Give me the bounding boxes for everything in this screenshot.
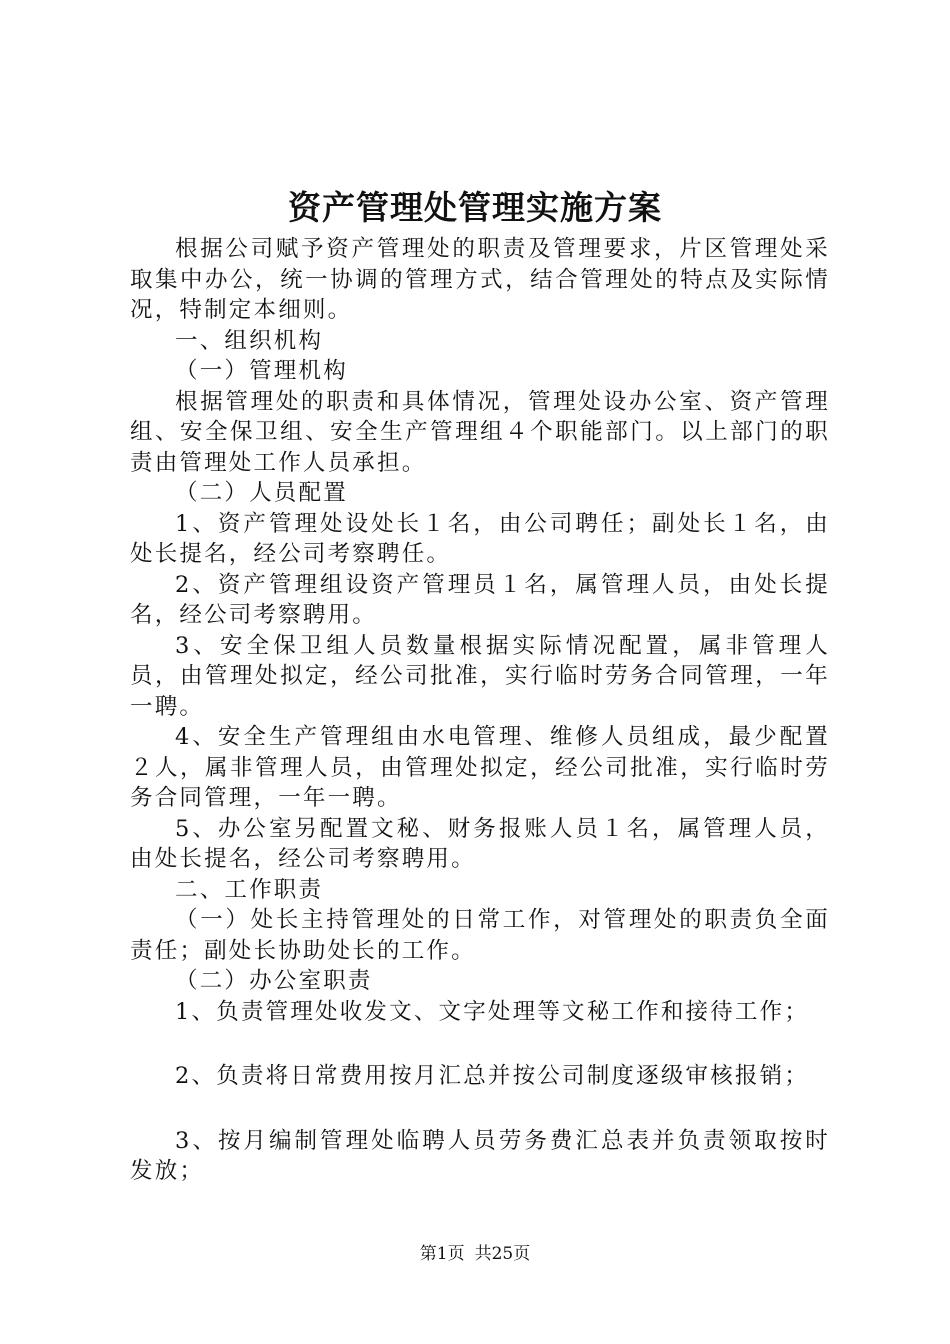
section-heading: 二、工作职责 bbox=[175, 876, 324, 903]
paragraph: （一）处长主持管理处的日常工作，对管理处的职责负全面责任；副处长协助处长的工作。 bbox=[130, 907, 830, 964]
document-title: 资产管理处管理实施方案 bbox=[288, 188, 662, 227]
subsection-heading: （二）办公室职责 bbox=[175, 968, 373, 994]
paragraph: 根据管理处的职责和具体情况，管理处设办公室、资产管理组、安全保卫组、安全生产管理组４个职能部门。以上部门的职责由管理处工作人员承担。 bbox=[130, 388, 830, 476]
list-item: 3、安全保卫组人员数量根据实际情况配置，属非管理人员，由管理处拟定，经公司批准，实行临时劳务合同管理，一年一聘。 bbox=[130, 632, 830, 720]
document-body bbox=[130, 234, 830, 1187]
page-total: 共25页 bbox=[474, 1244, 531, 1264]
list-item: 3、按月编制管理处临聘人员劳务费汇总表并负责领取按时发放； bbox=[130, 1127, 830, 1184]
list-item: 1、资产管理处设处长１名，由公司聘任；副处长１名，由处长提名，经公司考察聘任。 bbox=[130, 510, 830, 567]
list-item: 2、负责将日常费用按月汇总并按公司制度逐级审核报销； bbox=[175, 1063, 810, 1089]
page-footer bbox=[0, 1242, 950, 1266]
list-item: 5、办公室另配置文秘、财务报账人员１名，属管理人员，由处长提名，经公司考察聘用。 bbox=[130, 815, 830, 872]
subsection-heading: （二）人员配置 bbox=[175, 480, 348, 506]
list-item: 4、安全生产管理组由水电管理、维修人员组成，最少配置２人，属非管理人员，由管理处拟定，经公司批准，实行临时劳务合同管理，一年一聘。 bbox=[130, 724, 830, 811]
section-heading: 一、组织机构 bbox=[175, 327, 324, 354]
subsection-heading: （一）管理机构 bbox=[175, 358, 348, 384]
list-item: 1、负责管理处收发文、文字处理等文秘工作和接待工作； bbox=[175, 998, 810, 1025]
list-item: 2、资产管理组设资产管理员１名，属管理人员，由处长提名，经公司考察聘用。 bbox=[130, 571, 830, 628]
page-number: 第1页 bbox=[419, 1244, 465, 1264]
intro-paragraph: 根据公司赋予资产管理处的职责及管理要求，片区管理处采取集中办公，统一协调的管理方式，结合管理处的特点及实际情况，特制定本细则。 bbox=[130, 236, 830, 323]
